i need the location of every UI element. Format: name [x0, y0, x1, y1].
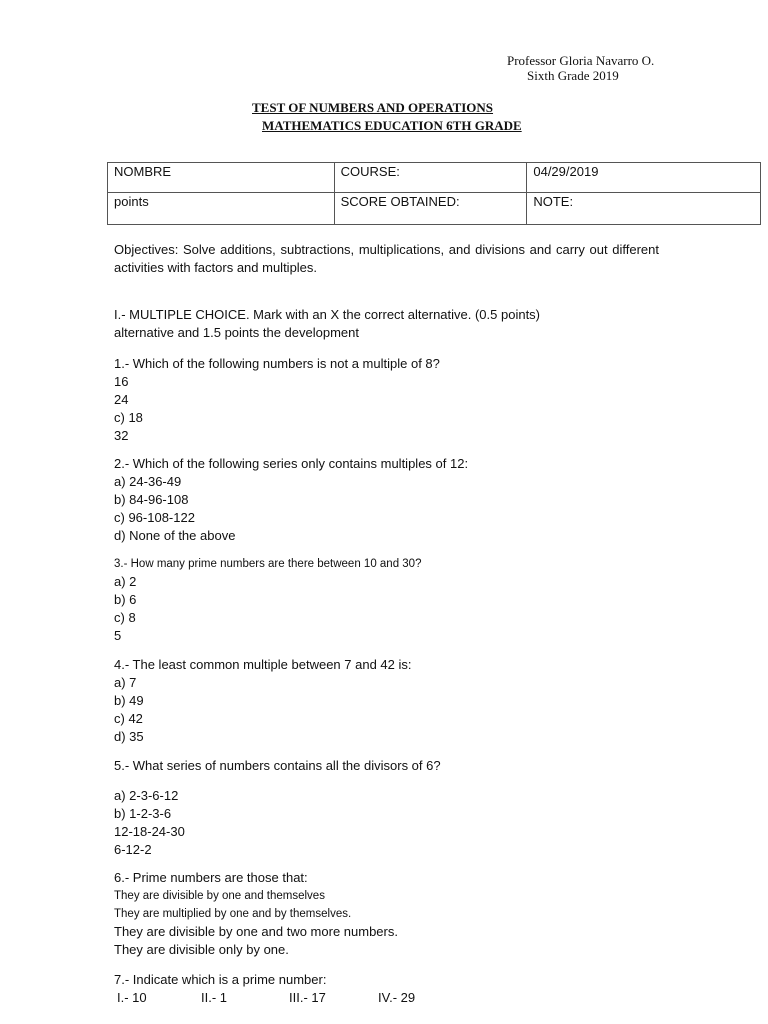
- option: a) 24-36-49: [114, 474, 182, 489]
- option: They are multiplied by one and by themselves.: [114, 908, 352, 920]
- option: 5: [114, 628, 122, 643]
- section-subheading: alternative and 1.5 points the development: [114, 325, 360, 340]
- option: a) 2-3-6-12: [114, 788, 179, 803]
- option: II.- 1: [201, 990, 228, 1005]
- option: c) 8: [114, 610, 136, 625]
- option: 16: [114, 374, 129, 389]
- option: III.- 17: [289, 990, 326, 1005]
- option: c) 96-108-122: [114, 510, 195, 525]
- option: 32: [114, 428, 129, 443]
- question-5: [114, 757, 441, 859]
- option: b) 49: [114, 693, 144, 708]
- option: They are divisible by one and two more numbers.: [114, 924, 398, 939]
- test-title: TEST OF NUMBERS AND OPERATIONS: [252, 100, 494, 115]
- table-row: [108, 193, 761, 225]
- question-7: 7.- Indicate which is a prime number:: [114, 972, 327, 987]
- option: d) None of the above: [114, 528, 236, 543]
- option: a) 2: [114, 574, 137, 589]
- table-cell: NOTE:: [527, 193, 761, 225]
- table-cell: COURSE:: [334, 163, 527, 193]
- question-6: [114, 869, 398, 959]
- section-heading: I.- MULTIPLE CHOICE. Mark with an X the correct alternative. (0.5 points): [114, 307, 541, 322]
- option: 12-18-24-30: [114, 824, 185, 839]
- option: They are divisible only by one.: [114, 942, 289, 957]
- question-3: [114, 555, 421, 645]
- option: 24: [114, 392, 129, 407]
- question-7-options: [0, 989, 768, 1007]
- question-text: 1.- Which of the following numbers is not a multiple of 8?: [114, 356, 440, 371]
- info-table: [107, 162, 761, 225]
- objectives-text: Objectives: Solve additions, subtractions, multiplications, and divisions and carry out different activities with factors and multiples.: [114, 242, 659, 275]
- option: b) 6: [114, 592, 137, 607]
- table-cell: points: [108, 193, 335, 225]
- option: They are divisible by one and themselves: [114, 890, 325, 902]
- question-text: 2.- Which of the following series only contains multiples of 12:: [114, 456, 469, 471]
- question-1: [114, 355, 440, 445]
- question-text: 3.- How many prime numbers are there between 10 and 30?: [114, 558, 422, 570]
- professor-name: Professor Gloria Navarro O.: [507, 53, 655, 68]
- question-text: 4.- The least common multiple between 7 and 42 is:: [114, 657, 412, 672]
- question-4: [114, 656, 411, 746]
- option: c) 18: [114, 410, 143, 425]
- table-row: [108, 163, 761, 193]
- question-text: 6.- Prime numbers are those that:: [114, 870, 308, 885]
- option: b) 84-96-108: [114, 492, 189, 507]
- table-cell: NOMBRE: [108, 163, 335, 193]
- question-2: [114, 455, 468, 545]
- option: b) 1-2-3-6: [114, 806, 172, 821]
- option: d) 35: [114, 729, 144, 744]
- option: a) 7: [114, 675, 137, 690]
- test-subtitle: MATHEMATICS EDUCATION 6TH GRADE: [262, 118, 522, 133]
- question-text: 5.- What series of numbers contains all the divisors of 6?: [114, 758, 441, 773]
- table-cell: SCORE OBTAINED:: [334, 193, 527, 225]
- table-cell: 04/29/2019: [527, 163, 761, 193]
- option: 6-12-2: [114, 842, 152, 857]
- option: IV.- 29: [378, 990, 416, 1005]
- option: c) 42: [114, 711, 143, 726]
- option: I.- 10: [117, 990, 147, 1005]
- grade-year: Sixth Grade 2019: [527, 68, 619, 83]
